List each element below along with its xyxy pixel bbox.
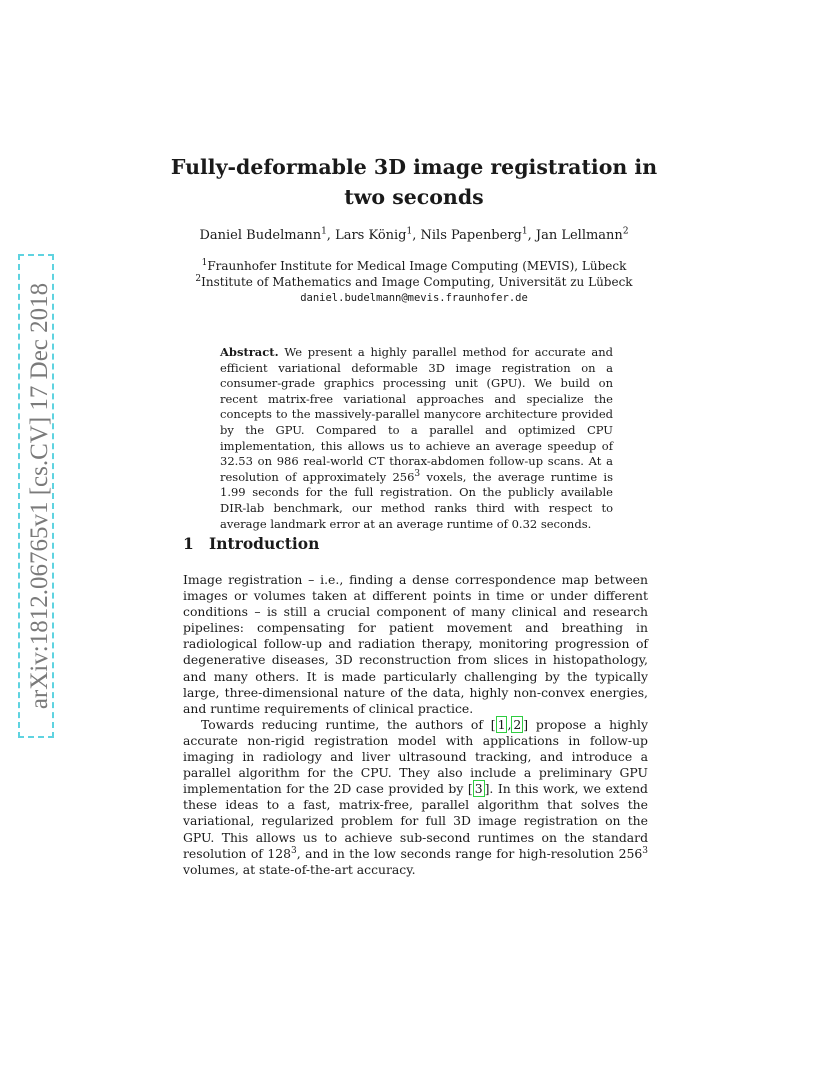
paragraph: Towards reducing runtime, the authors of [ 1 , 2 ] propose a highly accurate non-rigid registration model with applications in follow-up imaging in radiology and liver ultrasound tracking, and introduce a parallel algorithm for the CPU. They also include a preliminary GPU implementation for the 2D case provided by [ 3 ]. In this work, we extend these ideas to a fast, matrix-free, parallel algorithm that solves the variational, regularized problem for full 3D image registration on the GPU. This allows us to achieve sub-second runtimes on the standard resolution of $128^3$, and in the low seconds range for high-resolution $256^3$ volumes, at state-of-the-art accuracy. xyxy=(183,716,648,877)
abstract: Abstract. We present a highly parallel method for accurate and efficient variational deformable 3D image registration on a consumer-grade graphics processing unit (GPU). We build on recent matrix-free variational approaches and specialize the concepts to the massively-parallel manycore architecture provided by the GPU. Compared to a parallel and optimized CPU implementation, this allows us to achieve an average speedup of 32.53 on 986 real-world CT thorax-abdomen follow-up scans. At a resolution of approximately $256^3$ voxels, the average runtime is 1.99 seconds for the full registration. On the publicly available DIR-lab benchmark, our method ranks third with respect to average landmark error at an average runtime of 0.32 seconds. xyxy=(220,345,614,531)
author-name: Daniel Budelmann xyxy=(199,228,322,243)
citation-link[interactable]: 2 xyxy=(513,716,522,732)
section-title: Introduction xyxy=(209,534,320,553)
arxiv-stamp xyxy=(18,254,54,738)
citation-link[interactable]: 1 xyxy=(497,716,506,732)
abstract-text: We present a highly parallel method for accurate and efficient variational deformable 3D image registration on a consumer-grade graphics processing unit (GPU). We build on recent matrix-free variational approaches and specialize the concepts to the massively-parallel manycore architecture provided by the GPU. Compared to a parallel and optimized CPU implementation, this allows us to achieve an average speedup of 32.53 on 986 real-world CT thorax-abdomen follow-up scans. At a resolution of approximately 256 xyxy=(220,345,613,484)
affiliations xyxy=(150,258,678,306)
section-body xyxy=(183,572,648,878)
abstract-text: voxels, the average runtime is 1.99 seconds for the full registration. On the publicly available DIR-lab benchmark, our method ranks third with respect to average landmark error at an average runtime of 0.32 seconds. xyxy=(220,469,614,531)
author-name: Lars König xyxy=(335,228,407,243)
author-name: Jan Lellmann xyxy=(535,228,623,243)
affiliation-line: $^1$Fraunhofer Institute for Medical Image Computing (MEVIS), Lübeck xyxy=(201,258,627,273)
affiliation-line: $^2$Institute of Mathematics and Image Computing, Universität zu Lübeck xyxy=(195,274,633,289)
author-email[interactable]: daniel.budelmann@mevis.fraunhofer.de xyxy=(300,292,528,304)
arxiv-id[interactable]: arXiv:1812.06765v1 [cs.CV] 17 Dec 2018 xyxy=(26,282,53,710)
author-affiliation-mark: 2 xyxy=(622,226,629,237)
abstract-label: Abstract. xyxy=(220,345,279,359)
paper-title: Fully-deformable 3D image registration in two seconds xyxy=(170,155,658,209)
author-affiliation-mark: 1 xyxy=(406,226,413,237)
author-affiliation-mark: 1 xyxy=(321,226,327,237)
author-list: Daniel Budelmann$^1$, Lars König$^1$, Nils Papenberg$^1$, Jan Lellmann$^2$ xyxy=(199,226,629,243)
paragraph: Image registration – i.e., finding a dense correspondence map between images or volumes taken at different points in time or under different conditions – is still a crucial component of many clinical and research pipelines: compensating for patient movement and breathing in radiological follow-up and radiation therapy, monitoring progression of degenerative diseases, 3D reconstruction from slices in histopathology, and many others. It is made particularly challenging by the typically large, three-dimensional nature of the data, highly non-convex energies, and runtime requirements of clinical practice. xyxy=(183,572,648,716)
citation-link[interactable]: 3 xyxy=(474,781,483,797)
author-name: Nils Papenberg xyxy=(420,228,522,243)
author-affiliation-mark: 1 xyxy=(521,226,528,237)
section-number: 1 xyxy=(183,534,194,553)
section-heading xyxy=(183,534,319,553)
